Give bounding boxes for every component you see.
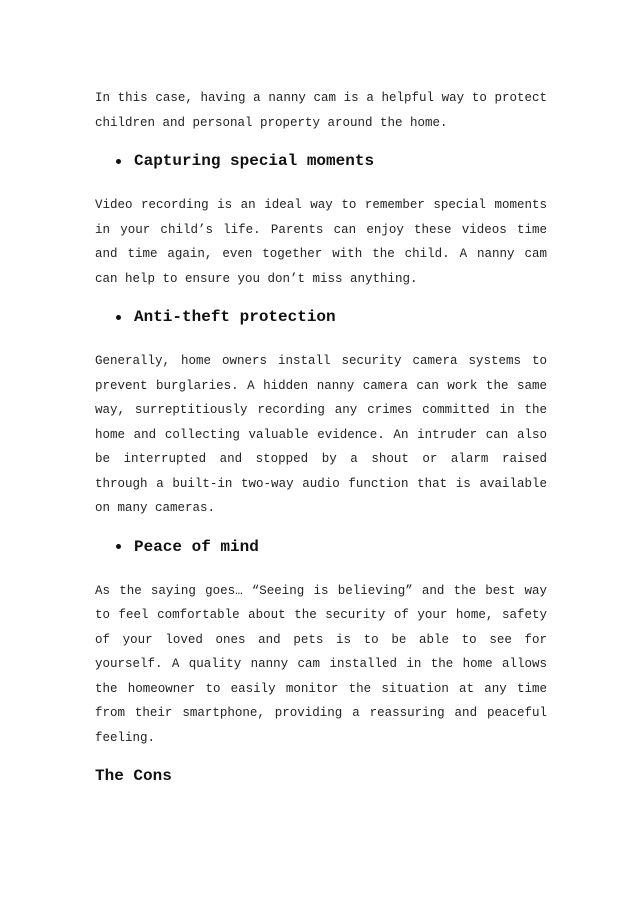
paragraph-capturing-moments: Video recording is an ideal way to remember special moments in your child’s life. Parents can enjoy these videos time and time again, even together with the child. A nanny cam can help to ensure you don’t miss anything. bbox=[95, 198, 547, 286]
heading-text: Anti-theft protection bbox=[134, 308, 336, 326]
heading-text: Peace of mind bbox=[134, 537, 259, 556]
bullet-heading-peace-of-mind bbox=[95, 533, 547, 561]
paragraph-peace-of-mind: As the saying goes… “Seeing is believing” and the best way to feel comfortable about the security of your home, safety of your loved ones and pets is to be able to see for yourself. A quality nanny cam installed in the home allows the homeowner to easily monitor the situation at any time from their smartphone, providing a reassuring and peaceful feeling. bbox=[95, 583, 547, 745]
cons-heading: The Cons bbox=[95, 767, 172, 785]
heading-text: Capturing special moments bbox=[134, 152, 375, 170]
paragraph-anti-theft: Generally, home owners install security camera systems to prevent burglaries. A hidden nanny camera can work the same way, surreptitiously recording any crimes committed in the home and collecting valuable evidence. An intruder can also be interrupted and stopped by a shout or alarm raised through a built-in two-way audio function that is available on many cameras. bbox=[95, 354, 547, 515]
bullet-heading-capturing-moments bbox=[95, 147, 547, 175]
intro-paragraph: In this case, having a nanny cam is a helpful way to protect children and personal property around the home. bbox=[95, 91, 547, 130]
bullet-icon bbox=[116, 544, 121, 549]
bullet-heading-anti-theft bbox=[95, 303, 547, 331]
bullet-icon bbox=[116, 315, 121, 320]
bullet-icon bbox=[116, 159, 121, 164]
document-page bbox=[95, 86, 547, 790]
